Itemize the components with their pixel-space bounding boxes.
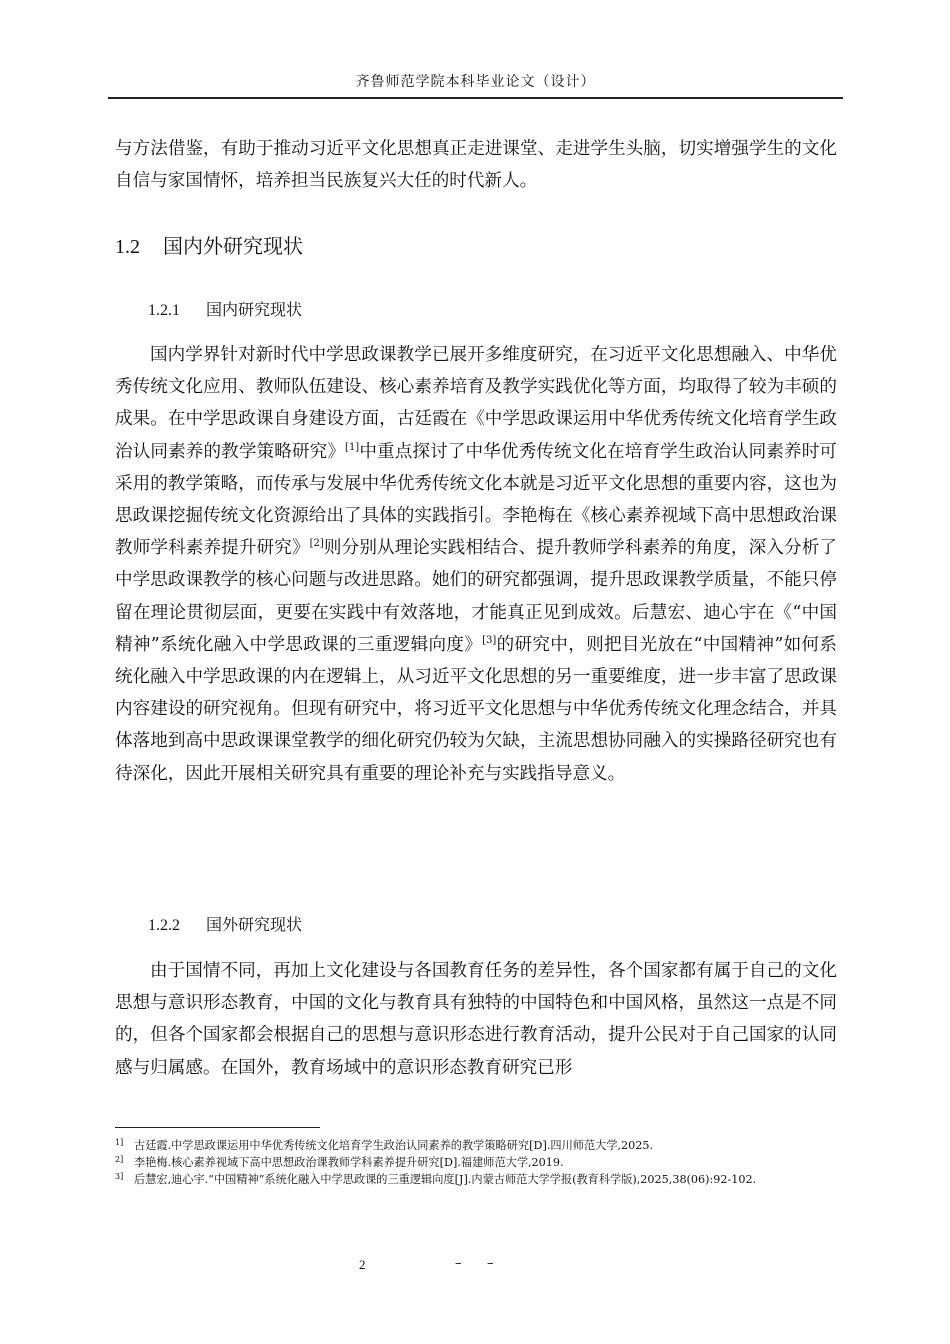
paragraph-text: 则分别从理论实践相结合、提升教师学科素养的角度，深入分析了中学思政课教学的核心问题与改进思路。她们的研究都强调，提升思政课教学质量，不能只停留在理论贯彻层面，更要在实践中有效落地，才能真正见到成效。后慧宏、迪心宇在《“中国精神”系统化融入中学思政课的三重逻辑向度》 (115, 538, 837, 655)
footnote-list (115, 1137, 795, 1188)
citation-ref-1[interactable]: [1] (345, 441, 360, 453)
footnote-divider (115, 1127, 320, 1128)
subsection-number: 1.2.2 (148, 917, 180, 934)
citation-ref-3[interactable]: [3] (482, 634, 497, 646)
footnote-item (115, 1171, 795, 1188)
footnote-text: 李艳梅.核心素养视域下高中思想政治课教师学科素养提升研究[D].福建师范大学,2019. (134, 1156, 564, 1169)
subsection-heading-1-2-1 (148, 297, 302, 320)
domestic-research-paragraph (115, 339, 837, 790)
footnote-text: 古廷霞.中学思政课运用中华优秀传统文化培育学生政治认同素养的教学策略研究[D].四川师范大学,2025. (134, 1139, 654, 1152)
footer-dash: – (455, 1256, 462, 1271)
section-title: 国内外研究现状 (163, 234, 303, 258)
subsection-title: 国内研究现状 (206, 300, 303, 319)
footnote-mark: 1] (115, 1138, 124, 1147)
paragraph-text: 国内学界针对新时代中学思政课教学已展开多维度研究，在习近平文化思想融入、中华优秀传统文化应用、教师队伍建设、核心素养培育及教学实践优化等方面，均取得了较为丰硕的成果。在中学思政课自身建设方面，古廷霞在《中学思政课运用中华优秀传统文化培育学生政治认同素养的教学策略研究》 (115, 345, 837, 462)
footnote-text: 后慧宏,迪心宇.“中国精神”系统化融入中学思政课的三重逻辑向度[J].内蒙古师范大学学报(教育科学版),2025,38(06):92-102. (134, 1173, 757, 1186)
intro-paragraph: 与方法借鉴，有助于推动习近平文化思想真正走进课堂、走进学生头脑，切实增强学生的文化自信与家国情怀，培养担当民族复兴大任的时代新人。 (115, 139, 837, 192)
subsection-number: 1.2.1 (148, 302, 180, 319)
section-heading-1-2 (115, 230, 303, 259)
header-title: 齐鲁师范学院本科毕业论文（设计） (355, 74, 596, 90)
footnote-mark: 2] (115, 1155, 124, 1164)
subsection-title: 国外研究现状 (206, 915, 303, 934)
paragraph-text: 中重点探讨了中华优秀传统文化在培育学生政治认同素养时可采用的教学策略，而传承与发展中华优秀传统文化本就是习近平文化思想的重要内容，这也为思政课挖掘传统文化资源给出了具体的实践指引。李艳梅在《核心素养视域下高中思想政治课教师学科素养提升研究》 (115, 441, 837, 559)
subsection-heading-1-2-2 (148, 912, 302, 935)
paragraph-text: 的研究中，则把目光放在“中国精神”如何系统化融入中学思政课的内在逻辑上，从习近平文化思想的另一重要维度，进一步丰富了思政课内容建设的研究视角。但现有研究中，将习近平文化思想与中华优秀传统文化理念结合，并具体落地到高中思政课课堂教学的细化研究仍较为欠缺，主流思想协同融入的实操路径研究也有待深化，因此开展相关研究具有重要的理论补充与实践指导意义。 (115, 634, 837, 784)
citation-ref-2[interactable]: [2] (309, 538, 324, 550)
footer-dash: – (487, 1256, 494, 1271)
foreign-research-paragraph: 由于国情不同，再加上文化建设与各国教育任务的差异性，各个国家都有属于自己的文化思想与意识形态教育，中国的文化与教育具有独特的中国特色和中国风格，虽然这一点是不同的，但各个国家都会根据自己的思想与意识形态进行教育活动，提升公民对于自己国家的认同感与归属感。在国外，教育场域中的意识形态教育研究已形 (115, 961, 837, 1078)
page-number: 2 (359, 1257, 366, 1272)
footnote-mark: 3] (115, 1172, 124, 1181)
footnote-item (115, 1137, 795, 1154)
section-number: 1.2 (115, 236, 140, 258)
page-header (108, 71, 843, 99)
footnote-item (115, 1154, 795, 1171)
